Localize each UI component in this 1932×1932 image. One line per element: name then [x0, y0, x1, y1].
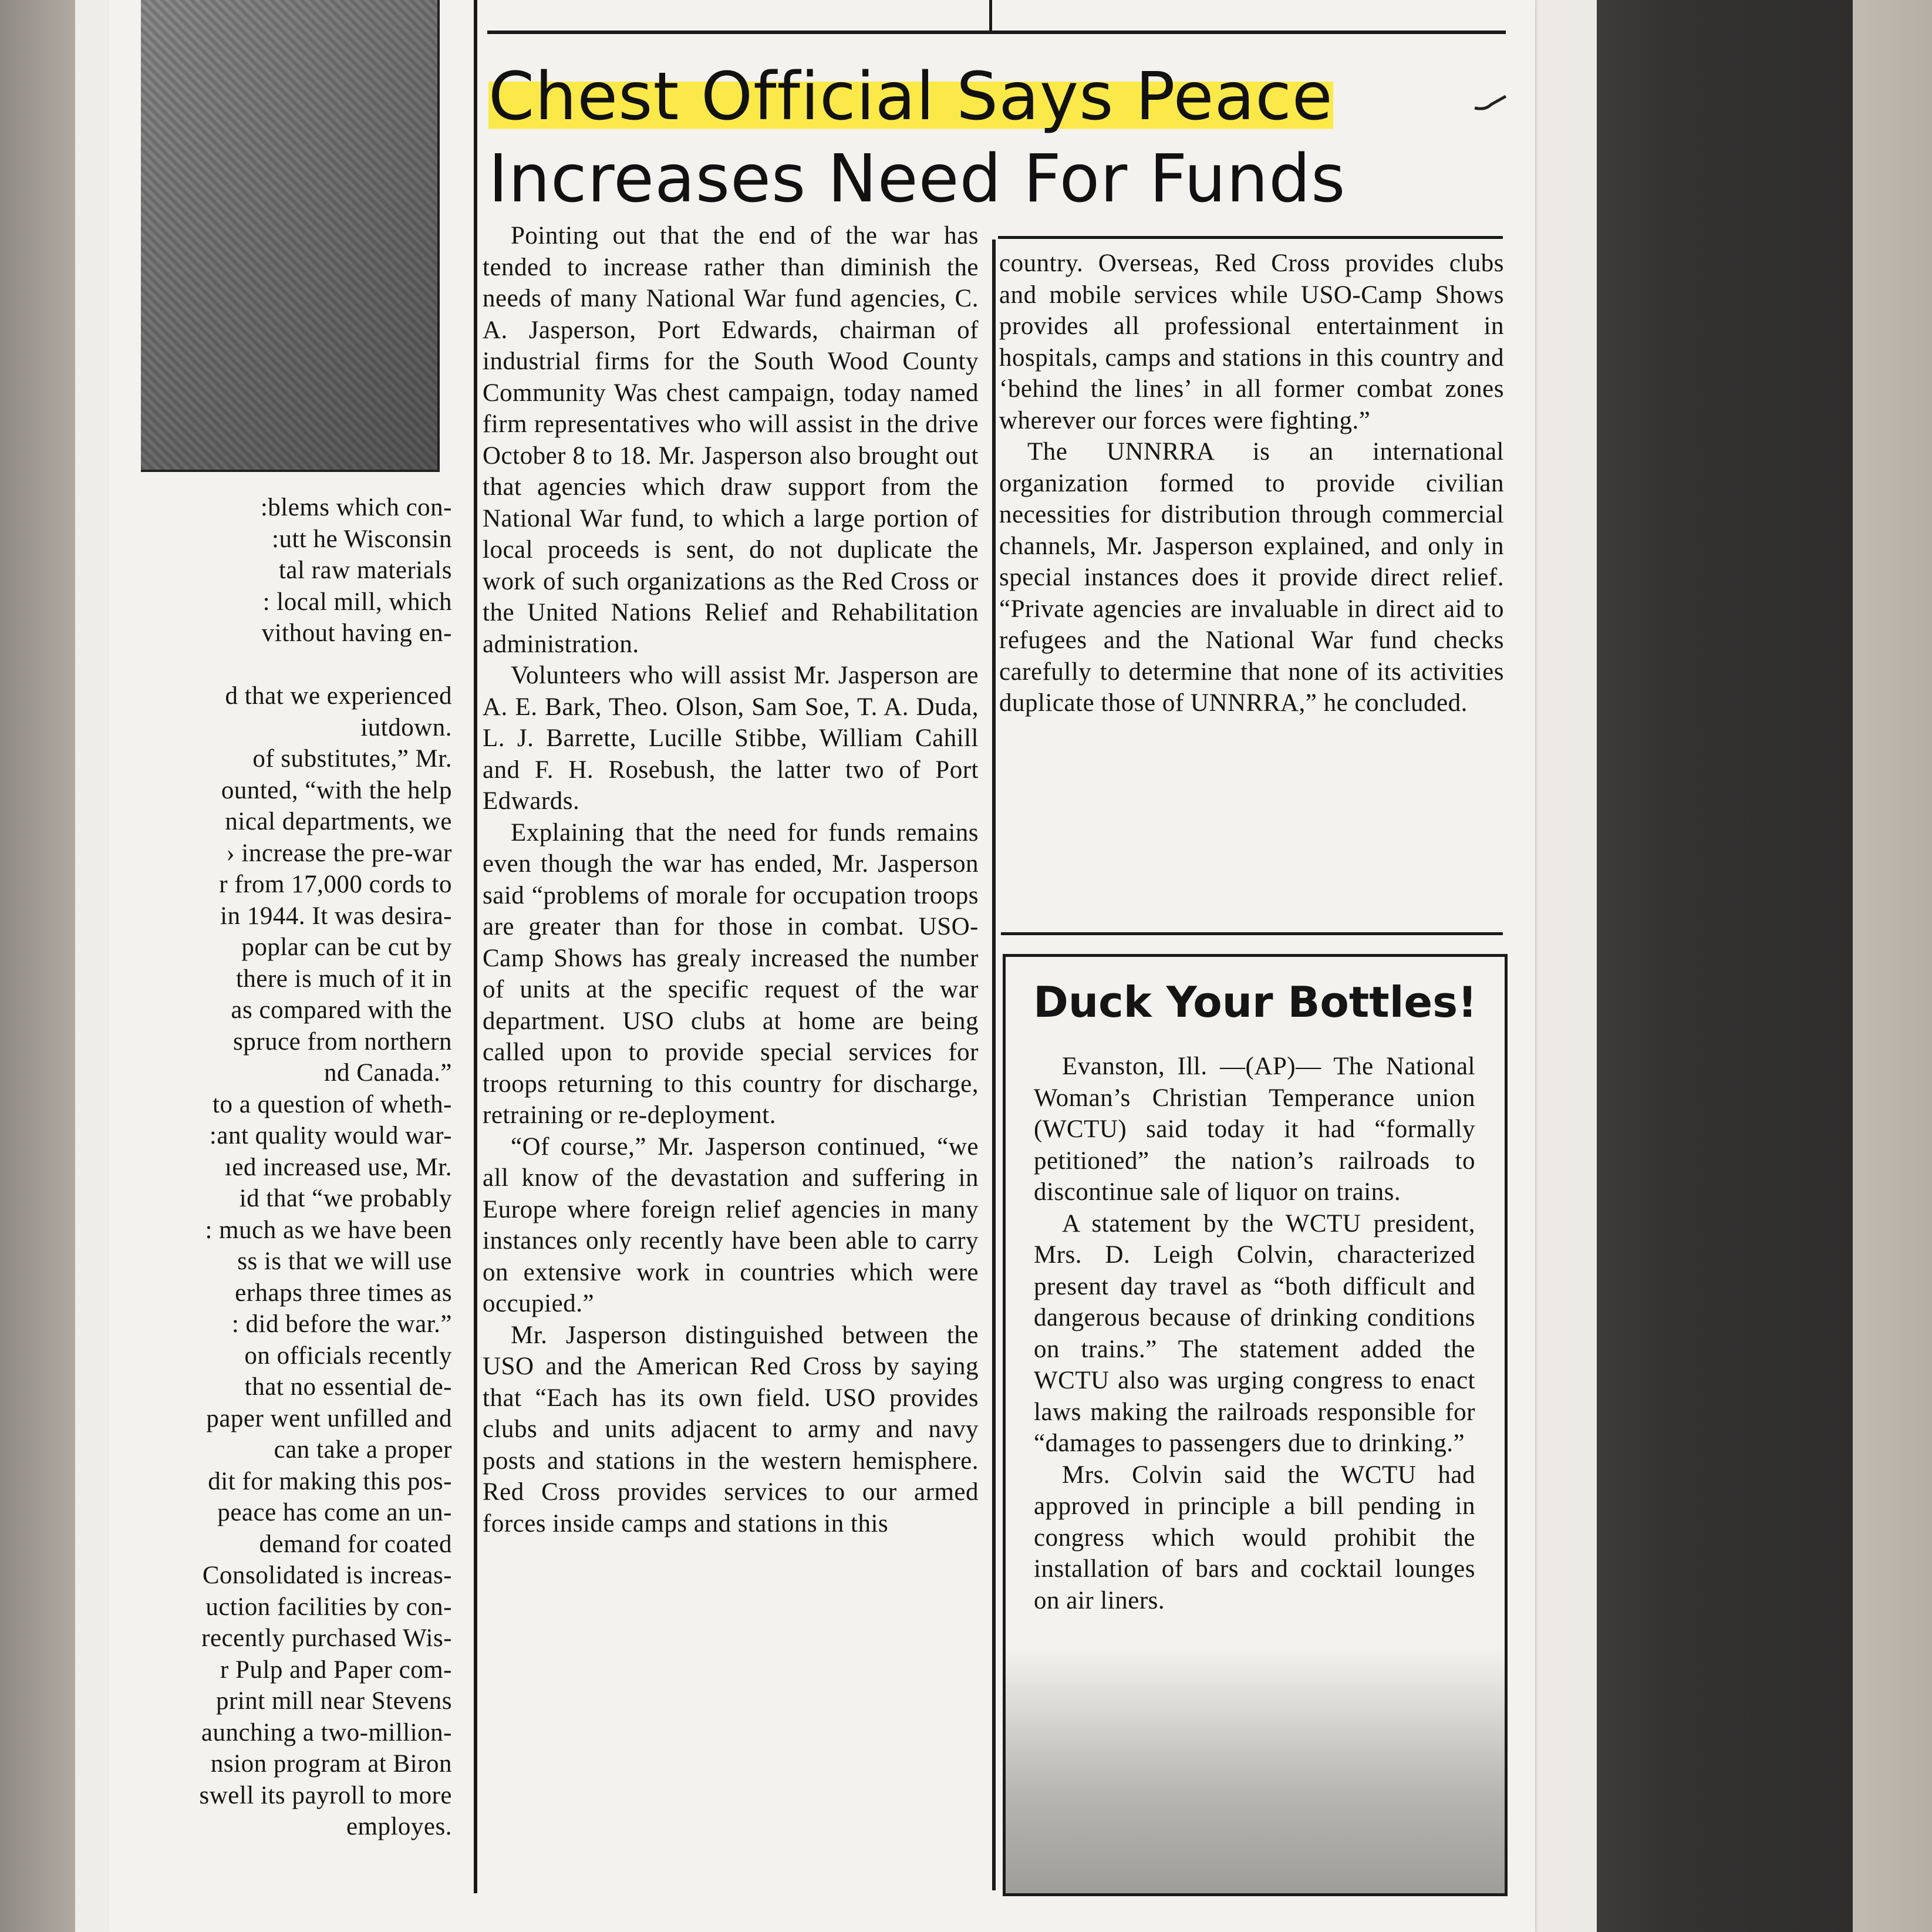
column-rule-middle [992, 240, 996, 1890]
left-column-line: :utt he Wisconsin [272, 525, 452, 553]
left-column-line: peace has come an un- [217, 1499, 452, 1526]
sidebar-title: Duck Your Bottles! [1033, 977, 1477, 1027]
left-column-line: recently purchased Wis- [201, 1624, 452, 1652]
table-surface-left [0, 0, 75, 1932]
left-column-line: :blems which con- [260, 494, 452, 521]
left-column-line: swell its payroll to more [199, 1781, 452, 1809]
left-column-line: on officials recently [244, 1341, 452, 1370]
left-column-line: Consolidated is increas- [202, 1562, 452, 1589]
article-paragraph: “Of course,” Mr. Jasperson continued, “we all know of the devastation and suffering in Europe where foreign relief agencies in many instances only recently have been able to carry on extensive work in countries which were occupied.” [483, 1132, 979, 1317]
article-paragraph: Volunteers who will assist Mr. Jasperson are A. E. Bark, Theo. Olson, Sam Soe, T. A. Duda, L. J. Barrette, Lucille Stibbe, William Cahill and F. H. Rosebush, the latter two of Port Edwards. [483, 662, 979, 815]
col3-top-rule [998, 236, 1503, 239]
headline-line-2: Increases Need For Funds [488, 141, 1346, 217]
sidebar-box [1003, 954, 1508, 1896]
left-column-line: nsion program at Biron [210, 1750, 452, 1778]
left-column-line: :ant quality would war- [209, 1122, 452, 1149]
left-column-line: that no essential de- [244, 1373, 452, 1401]
left-column-line: id that “we probably [239, 1185, 452, 1212]
sidebar-paragraph: Mrs. Colvin said the WCTU had approved in principle a bill pending in congress which would prohibit the installation of bars and cocktail lounges on air liners. [1034, 1461, 1475, 1614]
column-rule-left [474, 0, 477, 1893]
left-column-line: erhaps three times as [235, 1279, 452, 1307]
article-column-2 [483, 220, 979, 1539]
left-column-line: ounted, “with the help [221, 776, 452, 804]
headline [488, 56, 1522, 220]
pen-mark-icon [1474, 94, 1509, 112]
left-column-line: r Pulp and Paper com- [220, 1655, 452, 1684]
left-column-line: dit for making this pos- [208, 1467, 452, 1495]
left-column-line: › increase the pre-war [226, 839, 452, 867]
photocopy-shadow [1006, 1647, 1505, 1893]
sidebar-text [1034, 1051, 1475, 1616]
left-column-line: demand for coated [259, 1530, 452, 1558]
left-column-line: as compared with the [231, 996, 452, 1024]
left-column-line: there is much of it in [235, 965, 452, 993]
table-surface-right [1853, 0, 1932, 1932]
left-column-line: vithout having en- [261, 619, 452, 647]
left-column-line: aunching a two-million- [201, 1718, 452, 1746]
left-column-line: nical departments, we [225, 808, 452, 835]
left-column-line: uction facilities by con- [205, 1593, 452, 1621]
article-paragraph: The UNNRRA is an international organization formed to provide civilian necessities for distribution through commercial channels, Mr. Jasperson explained, and only in special instances does it provide direct relief. “Private agencies are invaluable in direct aid to refugees and the National War fund checks carefully to determine that none of its activities duplicate those of UNNRRA,” he concluded. [999, 438, 1504, 717]
left-column-line: r from 17,000 cords to [219, 871, 452, 898]
article-paragraph: country. Overseas, Red Cross provides clubs and mobile services while USO-Camp Shows provides all professional entertainment in hospitals, camps and stations in this country and ‘behind the lines’ in all former combat zones wherever our forces were fighting.” [999, 249, 1504, 434]
article-paragraph: Pointing out that the end of the war has tended to increase rather than diminish the needs of many National War fund agencies, C. A. Jasperson, Port Edwards, chairman of industrial firms for the South Wood County Community Was chest campaign, today named firm representatives who will assist in the drive October 8 to 18. Mr. Jasperson also brought out that agencies which draw support from the National War fund, to which a large portion of local proceeds is sent, do not duplicate the work of such organizations as the Red Cross or the United Nations Relief and Rehabilitation administration. [483, 222, 979, 658]
left-column-line: d that we experienced [225, 682, 452, 710]
article-paragraph: Explaining that the need for funds remains even though the war has ended, Mr. Jasperson said “problems of morale for occupation troops are greater than for those in combat. USO-Camp Shows has grealy increased the number of units at the specific request of the war department. USO clubs at home are being called upon to provide special services for troops returning to this country for discharge, retraining or re-deployment. [483, 818, 979, 1129]
dark-margin-right [1597, 0, 1853, 1932]
sidebar-paragraph: A statement by the WCTU president, Mrs. D. Leigh Colvin, characterized present day travel as “both difficult and dangerous because of drinking conditions on trains.” The statement added the WCTU also was urging congress to enact laws making the railroads responsible for “damages to passengers due to drinking.” [1034, 1209, 1475, 1457]
left-column-line [114, 649, 452, 681]
left-column-line: can take a proper [274, 1436, 452, 1464]
top-rule [487, 31, 1506, 34]
left-column-line: poplar can be cut by [241, 933, 452, 961]
left-column-line: : much as we have been [205, 1216, 452, 1244]
left-column-line: paper went unfilled and [206, 1404, 452, 1432]
top-stub [989, 0, 992, 31]
left-column-line: to a question of wheth- [213, 1090, 452, 1118]
article-column-3 [999, 248, 1504, 719]
left-column-line: : did before the war.” [231, 1310, 452, 1338]
left-column-text [114, 492, 452, 1843]
left-column-line: : local mill, which [262, 588, 452, 616]
left-column-line: in 1944. It was desira- [220, 902, 452, 930]
left-column-line: of substitutes,” Mr. [252, 745, 452, 773]
article-paragraph: Mr. Jasperson distinguished between the USO and the American Red Cross by saying that “Each has its own field. USO provides clubs and units adjacent to army and navy posts and stations in the western hemisphere. Red Cross provides services to our armed forces inside camps and stations in this [483, 1321, 979, 1537]
left-column-line: nd Canada.” [323, 1059, 452, 1087]
sidebar-paragraph: Evanston, Ill. —(AP)— The National Woman’s Christian Temperance union (WCTU) said today it had “formally petitioned” the nation’s railroads to discontinue sale of liquor on trains. [1034, 1053, 1475, 1206]
newspaper-photo [141, 0, 440, 472]
left-column-line: ıed increased use, Mr. [224, 1153, 452, 1181]
headline-line-1: Chest Official Says Peace [488, 59, 1333, 135]
left-column-line: iutdown. [360, 713, 452, 741]
left-column-line: ss is that we will use [237, 1247, 452, 1275]
left-column-line: tal raw materials [278, 557, 452, 584]
left-column-line: print mill near Stevens [215, 1687, 452, 1715]
col3-end-rule [1001, 932, 1503, 935]
left-column-line: employes. [346, 1813, 452, 1840]
left-column-line: spruce from northern [233, 1027, 452, 1056]
